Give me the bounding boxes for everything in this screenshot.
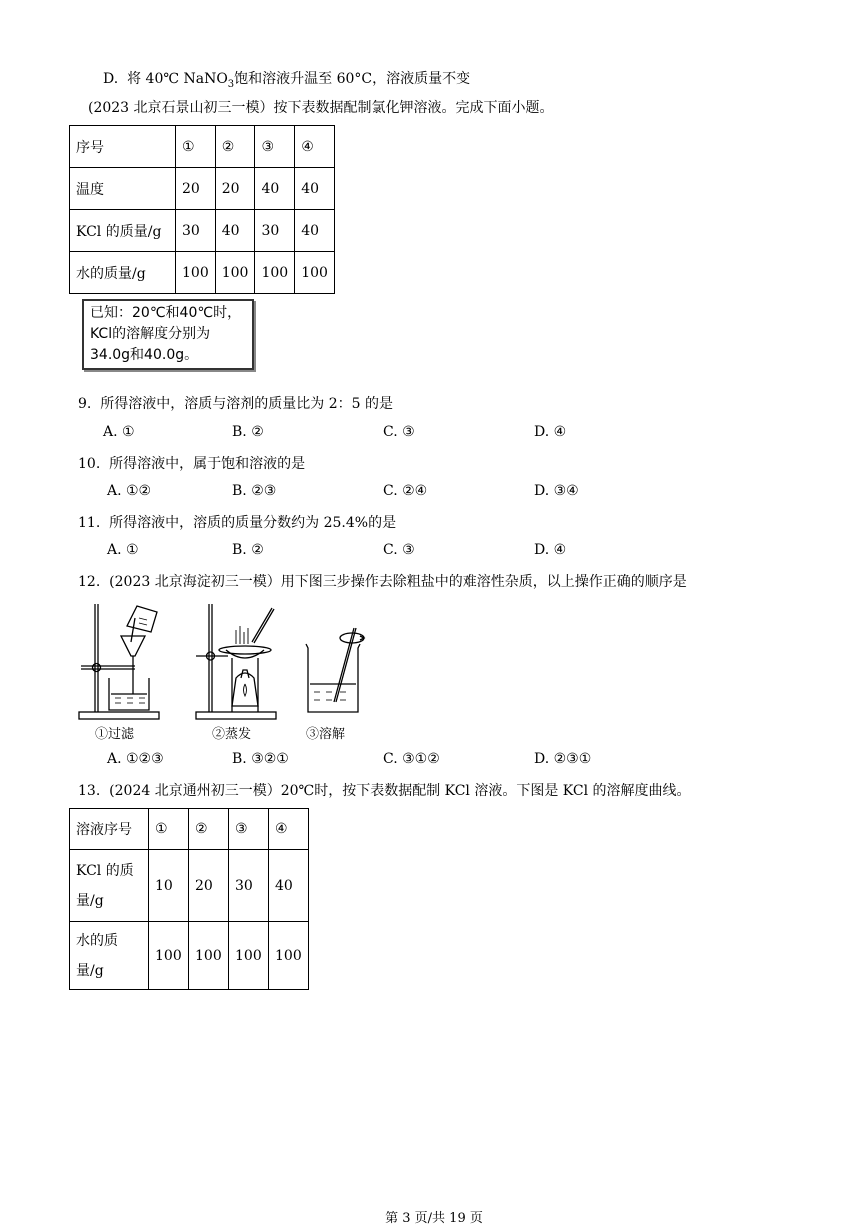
table-cell: 10 — [149, 850, 189, 922]
table-cell: 20 — [189, 850, 229, 922]
caption-filtration: ①过滤 — [95, 727, 135, 742]
table-row — [70, 922, 309, 990]
option-b[interactable]: B. ③②① — [232, 751, 289, 767]
option-c[interactable]: C. ③ — [383, 542, 415, 558]
table-cell: 20 — [176, 168, 216, 210]
evaporation-apparatus-illustration — [192, 598, 282, 723]
question-11 — [78, 512, 396, 532]
table-cell: KCl 的质量/g — [70, 850, 149, 922]
option-d[interactable]: D. ②③① — [534, 751, 592, 767]
solubility-note-box — [82, 299, 254, 370]
option-d-previous — [103, 68, 470, 90]
table-row — [70, 252, 335, 294]
note-line: 已知：20℃和40℃时， — [90, 305, 242, 321]
table-cell: ④ — [269, 809, 309, 850]
note-line: KCl的溶解度分别为 — [90, 326, 211, 342]
table-cell: ① — [149, 809, 189, 850]
option-b[interactable]: B. ②③ — [232, 483, 277, 499]
table-cell: ③ — [229, 809, 269, 850]
table-cell: 温度 — [70, 168, 176, 210]
option-text-after: 饱和溶液升温至 60°C，溶液质量不变 — [234, 71, 471, 87]
table-cell: ④ — [295, 126, 335, 168]
group-intro: (2023 北京石景山初三一模）按下表数据配制氯化钾溶液。完成下面小题。 — [88, 100, 554, 116]
table-cell: 100 — [269, 922, 309, 990]
table-cell: KCl 的质量/g — [70, 210, 176, 252]
question-number: 13. — [78, 783, 101, 799]
table-cell: 水的质量/g — [70, 252, 176, 294]
table-cell: 100 — [215, 252, 255, 294]
table-cell: 40 — [255, 168, 295, 210]
table-cell: ② — [215, 126, 255, 168]
table-cell: 100 — [295, 252, 335, 294]
table-cell: 水的质量/g — [70, 922, 149, 990]
table-cell: 40 — [215, 210, 255, 252]
question-13 — [78, 780, 691, 800]
option-a[interactable]: A. ①② — [107, 483, 152, 499]
table-cell: 40 — [269, 850, 309, 922]
caption-evaporation: ②蒸发 — [212, 727, 252, 742]
table-row — [70, 168, 335, 210]
table-cell: 40 — [295, 210, 335, 252]
dissolving-beaker-illustration — [300, 620, 370, 720]
question-number: 11. — [78, 515, 101, 531]
table-row — [70, 126, 335, 168]
question-number: 10. — [78, 456, 101, 472]
option-a[interactable]: A. ① — [103, 424, 135, 440]
option-b[interactable]: B. ② — [232, 542, 264, 558]
question-10 — [78, 453, 305, 473]
table-row — [70, 850, 309, 922]
option-label: D. — [103, 71, 119, 87]
question-text: 所得溶液中，溶质的质量分数约为 25.4%的是 — [109, 515, 397, 531]
table-cell: 100 — [149, 922, 189, 990]
option-c[interactable]: C. ③ — [383, 424, 415, 440]
table-row — [70, 809, 309, 850]
table-row — [70, 210, 335, 252]
table-cell: 100 — [255, 252, 295, 294]
option-c[interactable]: C. ③①② — [383, 751, 440, 767]
option-text-before: 将 40℃ NaNO — [127, 71, 228, 87]
caption-dissolving: ③溶解 — [306, 727, 346, 742]
data-table-2 — [69, 808, 309, 990]
data-table-1 — [69, 125, 335, 294]
question-text: (2023 北京海淀初三一模）用下图三步操作去除粗盐中的难溶性杂质，以上操作正确的顺序是 — [109, 574, 687, 590]
question-text: (2024 北京通州初三一模）20℃时，按下表数据配制 KCl 溶液。下图是 KCl 的溶解度曲线。 — [109, 783, 691, 799]
option-a[interactable]: A. ①②③ — [107, 751, 164, 767]
question-text: 所得溶液中，溶质与溶剂的质量比为 2：5 的是 — [100, 396, 393, 412]
table-cell: 100 — [176, 252, 216, 294]
question-number: 12. — [78, 574, 101, 590]
question-text: 所得溶液中，属于饱和溶液的是 — [109, 456, 306, 472]
option-d[interactable]: D. ④ — [534, 424, 567, 440]
table-cell: ③ — [255, 126, 295, 168]
table-cell: 40 — [295, 168, 335, 210]
table-cell: 100 — [229, 922, 269, 990]
question-9 — [78, 393, 393, 413]
filtration-apparatus-illustration — [75, 598, 165, 723]
table-cell: 序号 — [70, 126, 176, 168]
table-cell: 30 — [255, 210, 295, 252]
table-cell: ① — [176, 126, 216, 168]
table-cell: 100 — [189, 922, 229, 990]
question-12 — [78, 571, 687, 591]
question-number: 9. — [78, 396, 92, 412]
table-cell: 20 — [215, 168, 255, 210]
subscript: 3 — [227, 78, 235, 90]
option-d[interactable]: D. ③④ — [534, 483, 579, 499]
page-footer: 第 3 页/共 19 页 — [385, 1211, 483, 1226]
note-line: 34.0g和40.0g。 — [90, 347, 199, 363]
table-cell: 30 — [176, 210, 216, 252]
option-a[interactable]: A. ① — [107, 542, 139, 558]
option-b[interactable]: B. ② — [232, 424, 264, 440]
option-d[interactable]: D. ④ — [534, 542, 567, 558]
table-cell: 30 — [229, 850, 269, 922]
option-c[interactable]: C. ②④ — [383, 483, 428, 499]
table-cell: ② — [189, 809, 229, 850]
table-cell: 溶液序号 — [70, 809, 149, 850]
